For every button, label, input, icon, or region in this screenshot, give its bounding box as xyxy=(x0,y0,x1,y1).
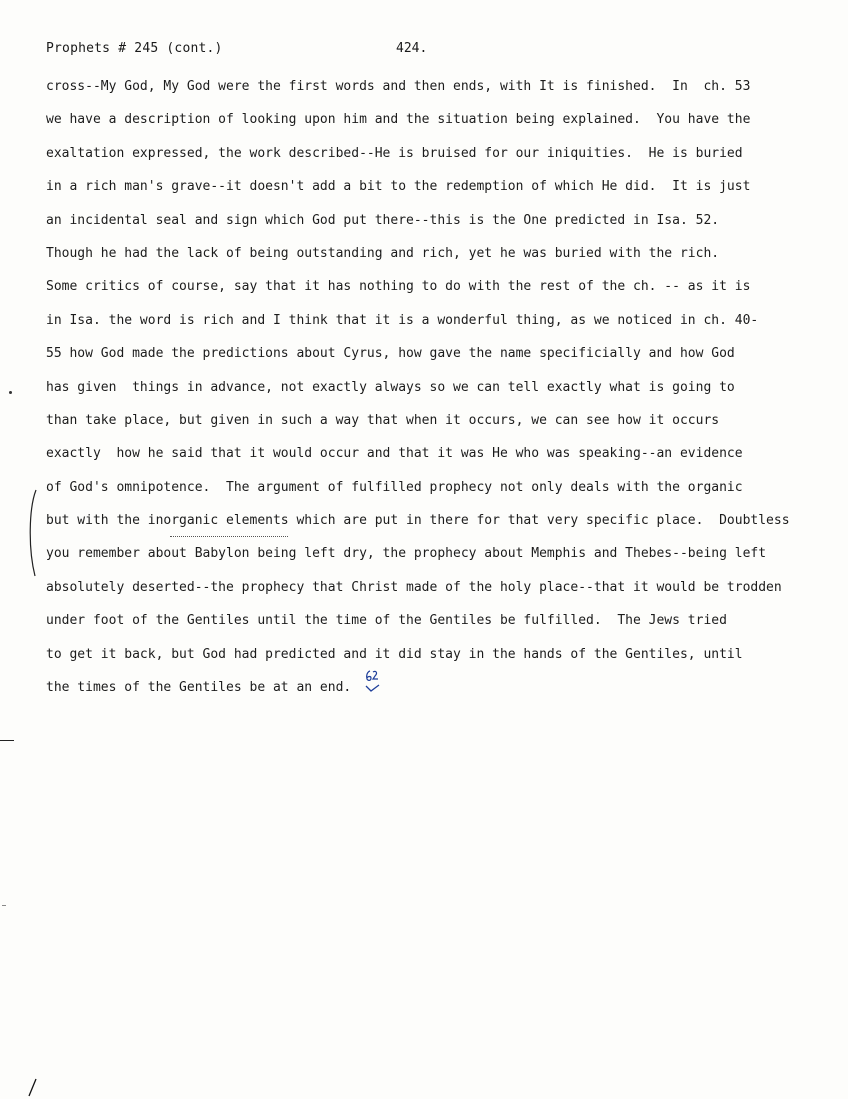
text-line: exactly how he said that it would occur and that it was He who was speaking--an evidence xyxy=(46,446,743,462)
page-number: 424. xyxy=(396,41,428,56)
margin-dash-mark xyxy=(2,905,6,906)
text-line: the times of the Gentiles be at an end. xyxy=(46,680,352,696)
text-line: an incidental seal and sign which God put there--this is the One predicted in Isa. 52. xyxy=(46,212,720,228)
text-line: in Isa. the word is rich and I think that it is a wonderful thing, as we noticed in ch. 40- xyxy=(46,312,759,328)
text-line: in a rich man's grave--it doesn't add a bit to the redemption of which He did. It is just xyxy=(46,179,751,195)
text-line: has given things in advance, not exactly always so we can tell exactly what is going to xyxy=(46,379,735,395)
text-line: of God's omnipotence. The argument of fulfilled prophecy not only deals with the organic xyxy=(46,479,743,495)
text-line: absolutely deserted--the prophecy that Christ made of the holy place--that it would be trodden xyxy=(46,579,782,595)
margin-dot-mark xyxy=(9,391,12,394)
text-line: Some critics of course, say that it has nothing to do with the rest of the ch. -- as it is xyxy=(46,279,751,295)
text-line: under foot of the Gentiles until the time of the Gentiles be fulfilled. The Jews tried xyxy=(46,613,727,629)
text-line: than take place, but given in such a way that when it occurs, we can see how it occurs xyxy=(46,412,720,428)
text-line: 55 how God made the predictions about Cyrus, how gave the name specificially and how God xyxy=(46,346,735,362)
text-line: Though he had the lack of being outstanding and rich, yet he was buried with the rich. xyxy=(46,245,720,261)
text-line: you remember about Babylon being left dry, the prophecy about Memphis and Thebes--being left xyxy=(46,546,767,562)
text-line: but with the inorganic elements which are put in there for that very specific place. Doubtless xyxy=(46,513,790,529)
margin-dash-mark xyxy=(0,740,14,741)
margin-bracket-mark xyxy=(26,488,38,578)
text-line: exaltation expressed, the work described--He is bruised for our iniquities. He is buried xyxy=(46,145,743,161)
text-line: to get it back, but God had predicted and it did stay in the hands of the Gentiles, until xyxy=(46,646,743,662)
dotted-underline-mark xyxy=(170,536,288,538)
handwritten-62-icon xyxy=(362,668,384,694)
document-header: Prophets # 245 (cont.) xyxy=(46,41,223,56)
text-line: cross--My God, My God were the first words and then ends, with It is finished. In ch. 53 xyxy=(46,79,751,94)
handwritten-annotation xyxy=(362,668,384,697)
text-line: we have a description of looking upon him and the situation being explained. You have the xyxy=(46,112,751,128)
typed-body-text xyxy=(46,75,846,709)
corner-pen-mark xyxy=(26,1078,40,1098)
